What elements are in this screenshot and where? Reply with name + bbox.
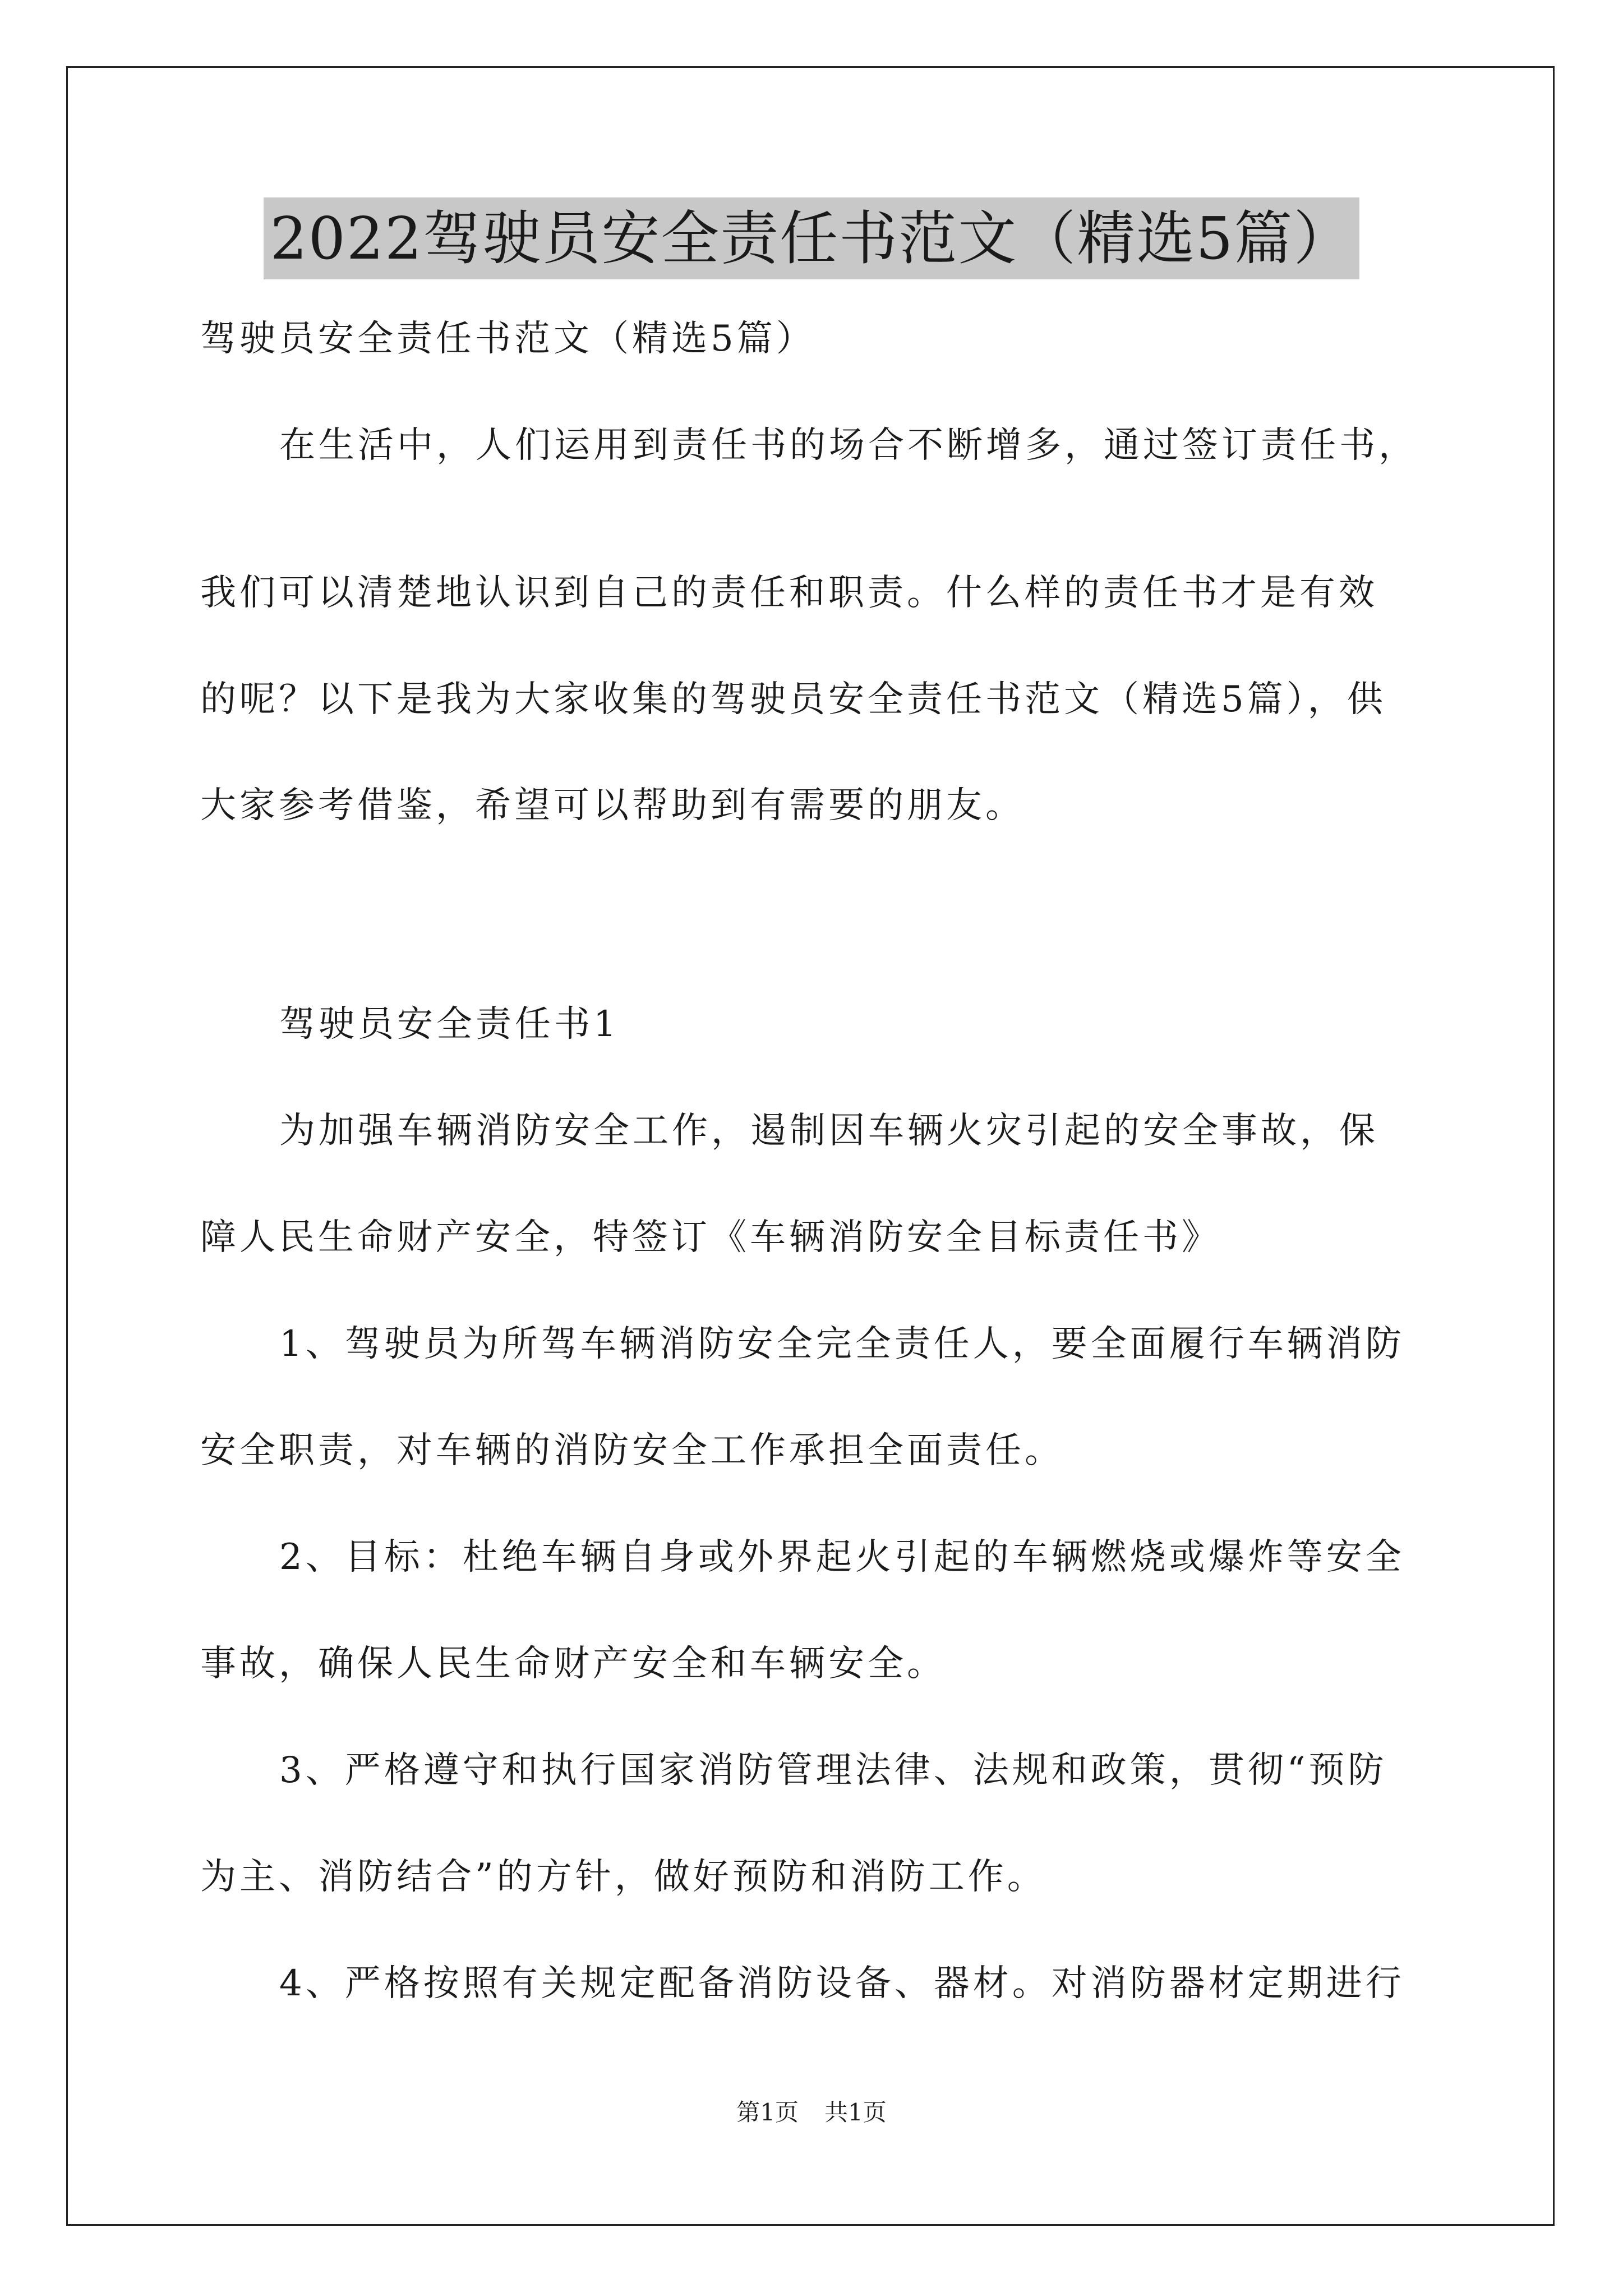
list-item-line: 为主、消防结合”的方针，做好预防和消防工作。 — [200, 1856, 1046, 1898]
title-container — [0, 197, 1623, 279]
paragraph-line: 大家参考借鉴，希望可以帮助到有需要的朋友。 — [200, 785, 1025, 826]
list-item-line: 3、严格遵守和执行国家消防管理法律、法规和政策，贯彻“预防 — [279, 1750, 1387, 1791]
section-heading: 驾驶员安全责任书1 — [279, 1004, 620, 1045]
list-item-line: 2、目标：杜绝车辆自身或外界起火引起的车辆燃烧或爆炸等安全 — [279, 1536, 1405, 1578]
paragraph-line: 为加强车辆消防安全工作，遏制因车辆火灾引起的安全事故，保 — [279, 1110, 1378, 1152]
document-title: 2022驾驶员安全责任书范文（精选5篇） — [264, 197, 1360, 279]
page-total: 共1页 — [824, 2099, 887, 2126]
paragraph-line: 我们可以清楚地认识到自己的责任和职责。什么样的责任书才是有效 — [200, 572, 1378, 614]
list-item-line: 4、严格按照有关规定配备消防设备、器材。对消防器材定期进行 — [279, 1963, 1405, 2004]
page-number: 第1页 — [736, 2099, 799, 2126]
paragraph-line: 障人民生命财产安全，特签订《车辆消防安全目标责任书》 — [200, 1217, 1221, 1258]
paragraph-line: 的呢？以下是我为大家收集的驾驶员安全责任书范文（精选5篇），供 — [200, 679, 1386, 720]
subtitle-line: 驾驶员安全责任书范文（精选5篇） — [200, 318, 815, 360]
list-item-line: 安全职责，对车辆的消防安全工作承担全面责任。 — [200, 1430, 1064, 1471]
list-item-line: 事故，确保人民生命财产安全和车辆安全。 — [200, 1643, 946, 1685]
page-footer — [0, 2097, 1623, 2128]
paragraph-line: 在生活中，人们运用到责任书的场合不断增多，通过签订责任书， — [279, 425, 1418, 466]
list-item-line: 1、驾驶员为所驾车辆消防安全完全责任人，要全面履行车辆消防 — [279, 1323, 1405, 1365]
